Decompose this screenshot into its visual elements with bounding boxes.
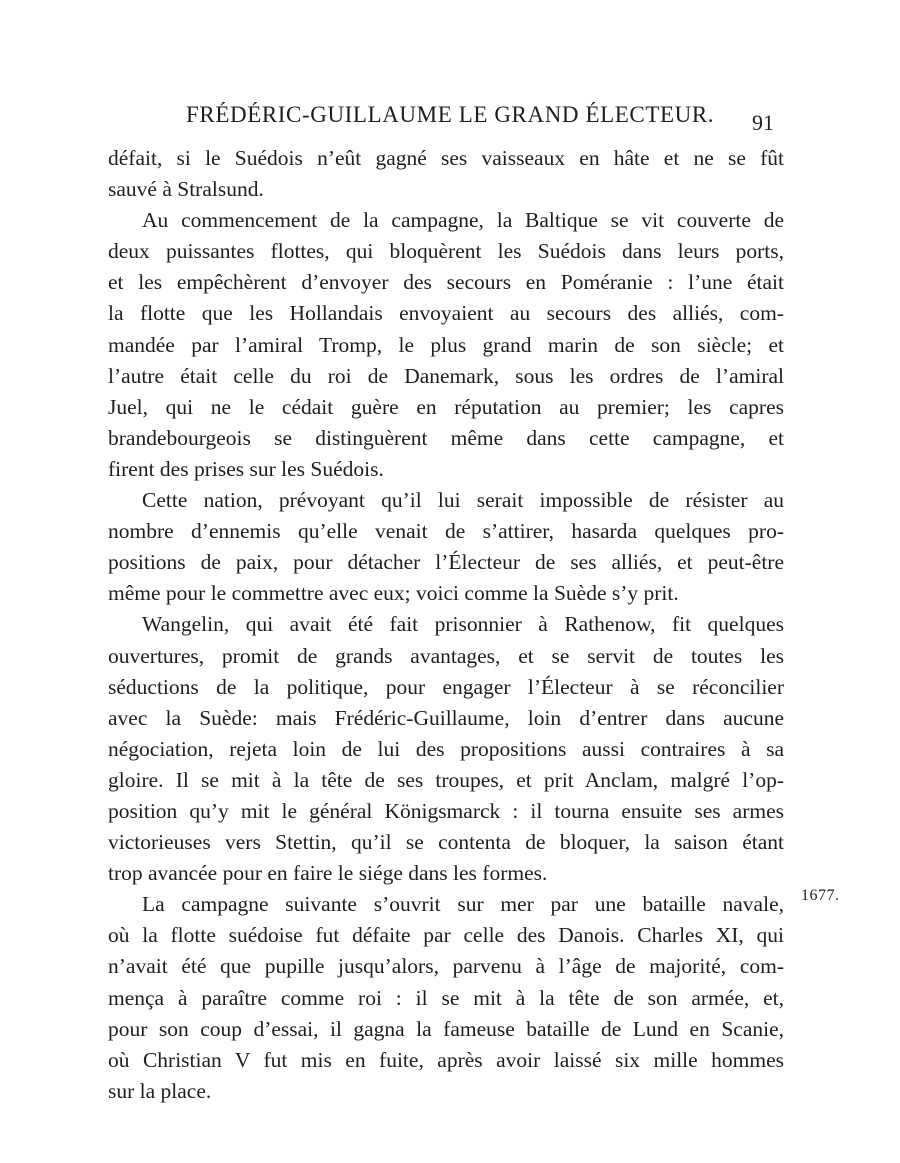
text-line: firent des prises sur les Suédois. xyxy=(108,456,384,481)
text-line: brandebourgeois se distinguèrent même dans cette campagne, et xyxy=(108,425,784,450)
text-line: même pour le commettre avec eux; voici comme la Suède s’y prit. xyxy=(108,581,679,606)
margin-date-note: 1677. xyxy=(801,887,840,904)
body-text xyxy=(108,143,784,1107)
text-line: nombre d’ennemis qu’elle venait de s’attirer, hasarda quelques pro- xyxy=(108,519,784,544)
text-line: la flotte que les Hollandais envoyaient au secours des alliés, com- xyxy=(108,301,784,326)
text-line: mandée par l’amiral Tromp, le plus grand marin de son siècle; et xyxy=(108,332,784,357)
text-line: n’avait été que pupille jusqu’alors, parvenu à l’âge de majorité, com- xyxy=(108,954,784,979)
text-line: Juel, qui ne le cédait guère en réputation au premier; les capres xyxy=(108,394,784,419)
paragraph-first-line: Cette nation, prévoyant qu’il lui serait impossible de résister au xyxy=(142,488,784,513)
text-line: défait, si le Suédois n’eût gagné ses vaisseaux en hâte et ne se fût xyxy=(108,146,784,170)
text-line: victorieuses vers Stettin, qu’il se contenta de bloquer, la saison étant xyxy=(108,830,784,855)
text-line: trop avancée pour en faire le siége dans les formes. xyxy=(108,861,548,886)
text-line: négociation, rejeta loin de lui des propositions aussi contraires à sa xyxy=(108,736,784,761)
text-line: avec la Suède: mais Frédéric-Guillaume, loin d’entrer dans aucune xyxy=(108,705,784,730)
text-line: sauvé à Stralsund. xyxy=(108,177,264,202)
text-line: où la flotte suédoise fut défaite par celle des Danois. Charles XI, qui xyxy=(108,923,784,948)
text-line: deux puissantes flottes, qui bloquèrent les Suédois dans leurs ports, xyxy=(108,239,784,264)
text-line: et les empêchèrent d’envoyer des secours en Poméranie : l’une était xyxy=(108,270,784,295)
paragraph-first-line: Au commencement de la campagne, la Baltique se vit couverte de xyxy=(142,208,784,233)
paragraph-first-line: Wangelin, qui avait été fait prisonnier à Rathenow, fit quelques xyxy=(142,612,784,637)
paragraph-first-line: La campagne suivante s’ouvrit sur mer par une bataille navale, xyxy=(142,892,784,917)
text-line: sur la place. xyxy=(108,1078,212,1103)
running-title: FRÉDÉRIC-GUILLAUME LE GRAND ÉLECTEUR. xyxy=(186,102,715,127)
text-line: où Christian V fut mis en fuite, après avoir laissé six mille hommes xyxy=(108,1047,784,1072)
page-number: 91 xyxy=(752,110,774,135)
text-line: mença à paraître comme roi : il se mit à la tête de son armée, et, xyxy=(108,985,784,1010)
text-line: l’autre était celle du roi de Danemark, sous les ordres de l’amiral xyxy=(108,363,784,388)
text-line: pour son coup d’essai, il gagna la fameuse bataille de Lund en Scanie, xyxy=(108,1016,784,1041)
text-line: positions de paix, pour détacher l’Électeur de ses alliés, et peut-être xyxy=(108,550,784,575)
text-line: séductions de la politique, pour engager l’Électeur à se réconcilier xyxy=(108,674,784,699)
text-line: ouvertures, promit de grands avantages, et se servit de toutes les xyxy=(108,643,784,668)
text-line: position qu’y mit le général Königsmarck : il tourna ensuite ses armes xyxy=(108,798,784,823)
text-line: gloire. Il se mit à la tête de ses troupes, et prit Anclam, malgré l’op- xyxy=(108,767,784,792)
